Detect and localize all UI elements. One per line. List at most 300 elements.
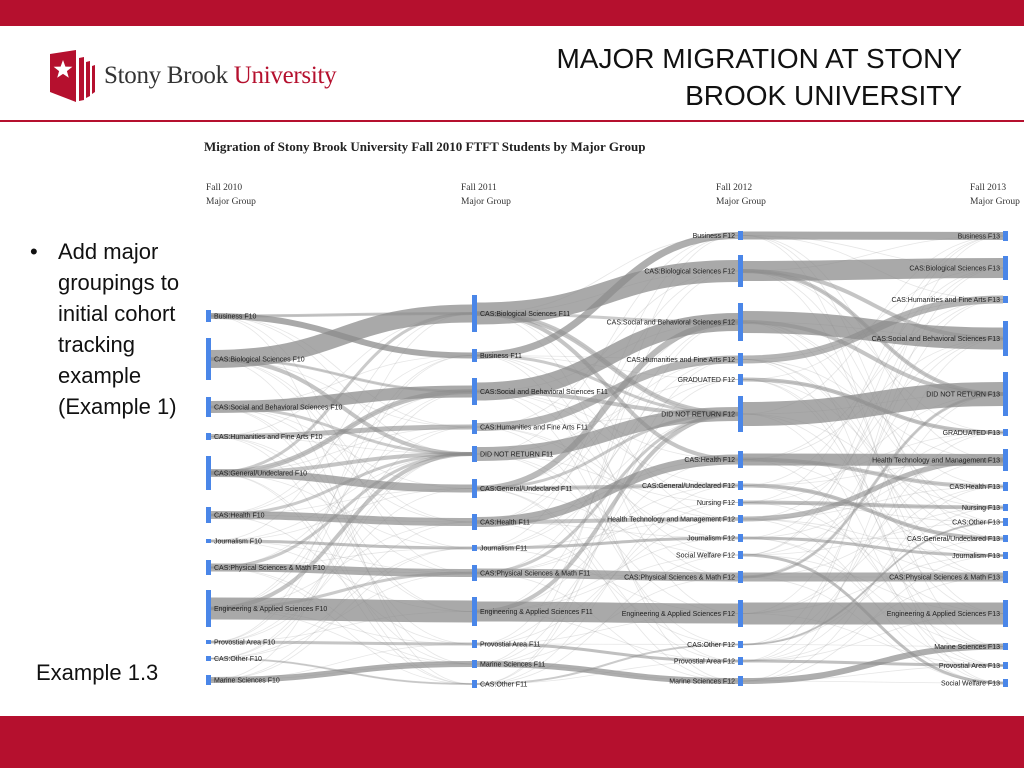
sankey-node-label: DID NOT RETURN F13 <box>926 391 1000 399</box>
faint-flow-link <box>211 538 472 612</box>
sankey-node <box>472 378 477 405</box>
faint-flow-link <box>211 609 472 645</box>
faint-flow-link <box>211 313 472 427</box>
sankey-node-label: CAS:Biological Sciences F11 <box>480 311 571 318</box>
faint-flow-link <box>477 411 738 427</box>
column-sub: Major Group <box>461 197 511 207</box>
faint-flow-link <box>743 265 1003 380</box>
major-flow-link <box>477 612 738 614</box>
major-flow-link <box>211 314 472 360</box>
faint-flow-link <box>477 411 738 644</box>
major-flow-link <box>211 427 472 437</box>
sankey-node <box>472 349 477 362</box>
sankey-node <box>472 680 477 688</box>
sankey-node-label: Marine Sciences F10 <box>214 677 280 685</box>
sankey-node-label: Provostial Area F13 <box>938 663 1000 670</box>
logo-wordmark: Stony Brook University <box>104 62 337 89</box>
faint-flow-link <box>211 522 472 680</box>
sankey-node <box>206 675 211 685</box>
sankey-node-label: Social Welfare F13 <box>940 680 1000 688</box>
major-flow-link <box>743 460 1003 461</box>
faint-flow-link <box>211 437 472 455</box>
faint-flow-link <box>477 356 738 360</box>
faint-flow-link <box>211 454 472 659</box>
faint-flow-link <box>743 666 1003 682</box>
sankey-node <box>206 590 211 627</box>
sankey-node <box>738 551 743 559</box>
sankey-node <box>738 676 743 686</box>
faint-flow-link <box>477 392 738 662</box>
sankey-node <box>738 374 743 385</box>
major-flow-link <box>477 319 738 489</box>
major-flow-link <box>743 300 1003 360</box>
sankey-node <box>1003 518 1008 526</box>
faint-flow-link <box>211 470 472 664</box>
faint-flow-link <box>211 659 472 685</box>
faint-flow-link <box>743 391 1003 577</box>
faint-flow-link <box>477 503 738 665</box>
column-sub: Major Group <box>970 197 1020 207</box>
faint-flow-link <box>743 322 1003 339</box>
faint-flow-link <box>477 535 738 612</box>
major-flow-link <box>211 573 472 609</box>
faint-flow-link <box>211 437 472 574</box>
faint-flow-link <box>743 233 1003 300</box>
faint-flow-link <box>743 233 1003 269</box>
sankey-node-label: CAS:Social and Behavioral Sciences F10 <box>214 404 343 412</box>
faint-flow-link <box>211 404 472 644</box>
major-flow-link <box>743 503 1003 508</box>
sankey-node <box>472 565 477 581</box>
university-logo <box>48 48 368 108</box>
faint-flow-link <box>743 414 1003 577</box>
major-flow-link <box>477 645 738 685</box>
sankey-node-label: CAS:Health F12 <box>684 457 735 464</box>
faint-flow-link <box>743 486 1003 647</box>
faint-flow-link <box>211 356 472 408</box>
faint-flow-link <box>477 552 738 612</box>
faint-flow-link <box>743 433 1003 556</box>
faint-flow-link <box>477 460 738 612</box>
sankey-node <box>1003 296 1008 303</box>
faint-flow-link <box>743 574 1003 661</box>
faint-flow-link <box>477 314 738 415</box>
faint-flow-link <box>743 414 1003 683</box>
sankey-node-label: CAS:Social and Behavioral Sciences F11 <box>480 389 608 396</box>
major-flow-link <box>211 609 472 612</box>
major-flow-link <box>211 313 472 356</box>
major-flow-link <box>743 380 1003 433</box>
major-flow-link <box>211 664 472 680</box>
faint-flow-link <box>477 392 738 486</box>
faint-flow-link <box>211 356 472 516</box>
major-flow-link <box>743 457 1003 519</box>
faint-flow-link <box>211 612 472 643</box>
faint-flow-link <box>211 568 472 685</box>
faint-flow-link <box>211 489 472 643</box>
faint-flow-link <box>477 356 738 682</box>
faint-flow-link <box>477 411 738 548</box>
major-flow-link <box>477 486 738 489</box>
faint-flow-link <box>211 313 472 684</box>
faint-flow-link <box>743 457 1003 538</box>
faint-flow-link <box>743 556 1003 682</box>
faint-flow-link <box>743 339 1003 460</box>
faint-flow-link <box>211 314 472 317</box>
major-flow-link <box>743 271 1003 394</box>
sankey-node <box>738 657 743 665</box>
sankey-node <box>472 514 477 530</box>
faint-flow-link <box>211 404 472 612</box>
faint-flow-link <box>477 380 738 549</box>
faint-flow-link <box>477 236 738 314</box>
faint-flow-link <box>477 552 738 684</box>
major-flow-link <box>211 392 472 474</box>
diagram-title: Migration of Stony Brook University Fall 2010 FTFT Students by Major Group <box>204 139 646 154</box>
faint-flow-link <box>743 391 1003 661</box>
sankey-node <box>472 420 477 434</box>
faint-flow-link <box>743 503 1003 614</box>
faint-flow-link <box>743 380 1003 614</box>
faint-flow-link <box>477 486 738 574</box>
major-flow-link <box>211 454 472 515</box>
sankey-node-label: Nursing F12 <box>696 500 735 507</box>
faint-flow-link <box>477 319 738 612</box>
sankey-node <box>1003 429 1008 436</box>
faint-flow-link <box>477 319 738 392</box>
major-flow-link <box>211 568 472 574</box>
sankey-node <box>1003 662 1008 669</box>
faint-flow-link <box>211 404 472 489</box>
faint-flow-link <box>743 265 1003 645</box>
sankey-node-label: Marine Sciences F12 <box>669 678 735 686</box>
faint-flow-link <box>477 489 738 682</box>
sankey-node <box>206 433 211 440</box>
faint-flow-link <box>743 339 1003 682</box>
faint-flow-link <box>743 539 1003 645</box>
faint-flow-link <box>743 487 1003 614</box>
faint-flow-link <box>743 574 1003 683</box>
faint-flow-link <box>211 314 472 643</box>
faint-flow-link <box>743 271 1003 394</box>
sankey-node <box>738 451 743 468</box>
sankey-node <box>738 481 743 490</box>
faint-flow-link <box>743 380 1003 433</box>
faint-flow-link <box>743 487 1003 520</box>
faint-flow-link <box>477 489 738 662</box>
slide-title <box>556 40 962 114</box>
faint-flow-link <box>477 380 738 455</box>
faint-flow-link <box>743 322 1003 683</box>
sankey-node-label: CAS:General/Undeclared F11 <box>480 486 573 493</box>
faint-flow-link <box>743 233 1003 661</box>
sankey-node-label: CAS:Humanities and Fine Arts F13 <box>891 297 1000 304</box>
major-flow-link <box>743 519 1003 645</box>
faint-flow-link <box>743 538 1003 539</box>
sankey-node <box>206 656 211 661</box>
faint-flow-link <box>743 681 1003 683</box>
major-flow-link <box>211 470 472 489</box>
sankey-node-label: Business F11 <box>480 353 522 360</box>
faint-flow-link <box>743 645 1003 647</box>
sankey-node <box>1003 482 1008 491</box>
faint-flow-link <box>477 236 738 549</box>
sankey-node-label: CAS:Humanities and Fine Arts F11 <box>480 424 589 432</box>
major-flow-link <box>211 642 472 644</box>
sankey-node-label: Journalism F11 <box>480 545 528 553</box>
sankey-node-label: CAS:Other F11 <box>480 681 528 689</box>
major-flow-link <box>211 512 472 522</box>
faint-flow-link <box>477 545 738 614</box>
faint-flow-link <box>477 516 738 644</box>
sankey-node-label: CAS:Physical Sciences & Math F13 <box>889 574 1000 582</box>
faint-flow-link <box>477 451 738 503</box>
major-flow-link <box>477 641 738 661</box>
sankey-node <box>206 507 211 523</box>
sankey-node <box>472 545 477 551</box>
faint-flow-link <box>743 555 1003 614</box>
sankey-node-label: DID NOT RETURN F12 <box>661 411 735 419</box>
faint-flow-link <box>477 380 738 665</box>
sankey-node-label: Marine Sciences F13 <box>934 644 1000 651</box>
sankey-node <box>738 255 743 287</box>
major-flow-link <box>477 411 738 454</box>
sankey-node <box>738 303 743 341</box>
sankey-node-label: GRADUATED F13 <box>942 430 1000 437</box>
faint-flow-link <box>743 339 1003 578</box>
faint-flow-link <box>477 356 738 578</box>
major-flow-link <box>477 314 738 415</box>
faint-flow-link <box>211 522 472 609</box>
faint-flow-link <box>743 380 1003 523</box>
faint-flow-link <box>211 538 472 573</box>
sankey-node-label: Provostial Area F12 <box>673 658 735 666</box>
sankey-node-label: CAS:Physical Sciences & Math F11 <box>480 570 591 578</box>
faint-flow-link <box>211 313 472 454</box>
faint-flow-link <box>211 356 472 609</box>
faint-flow-link <box>477 360 738 685</box>
faint-flow-link <box>211 573 472 659</box>
major-flow-link <box>743 322 1003 394</box>
sankey-node-label: Nursing F13 <box>961 505 1000 512</box>
faint-flow-link <box>743 503 1003 523</box>
faint-flow-link <box>477 319 738 684</box>
column-header-fall-2011 <box>461 181 511 209</box>
sankey-node-label: Health Technology and Management F12 <box>607 516 735 524</box>
faint-flow-link <box>743 233 1003 414</box>
faint-flow-link <box>743 519 1003 555</box>
faint-flow-link <box>743 556 1003 614</box>
faint-flow-link <box>477 614 738 645</box>
major-flow-link <box>743 457 1003 487</box>
sankey-node <box>1003 535 1008 542</box>
faint-flow-link <box>211 644 472 680</box>
slide-title-line1: MAJOR MIGRATION AT STONY <box>556 43 962 74</box>
sankey-node <box>1003 571 1008 583</box>
sankey-node-label: CAS:Other F10 <box>214 656 262 663</box>
major-flow-link <box>211 454 472 568</box>
faint-flow-link <box>743 457 1003 614</box>
faint-flow-link <box>211 313 472 573</box>
sankey-node-label: CAS:Physical Sciences & Math F12 <box>624 574 735 582</box>
faint-flow-link <box>743 322 1003 508</box>
faint-flow-link <box>743 433 1003 486</box>
faint-flow-link <box>477 356 738 380</box>
major-flow-link <box>477 411 738 573</box>
faint-flow-link <box>743 519 1003 577</box>
faint-flow-link <box>477 612 738 662</box>
faint-flow-link <box>211 568 472 574</box>
faint-flow-link <box>211 489 472 516</box>
faint-flow-link <box>211 356 472 522</box>
faint-flow-link <box>743 457 1003 486</box>
faint-flow-link <box>211 437 472 685</box>
faint-flow-link <box>477 658 738 684</box>
faint-flow-link <box>211 356 472 427</box>
faint-flow-link <box>211 314 472 542</box>
sankey-node-label: Engineering & Applied Sciences F12 <box>621 611 735 618</box>
sankey-node <box>1003 256 1008 280</box>
sankey-node <box>738 396 743 432</box>
faint-flow-link <box>743 503 1003 508</box>
faint-flow-link <box>211 548 472 659</box>
sankey-node <box>738 641 743 648</box>
sankey-node <box>472 660 477 668</box>
column-term: Fall 2012 <box>716 183 753 193</box>
sankey-node <box>472 597 477 626</box>
faint-flow-link <box>477 268 738 522</box>
faint-flow-link <box>743 233 1003 271</box>
major-flow-link <box>477 356 738 415</box>
major-flow-link <box>743 486 1003 539</box>
faint-flow-link <box>743 322 1003 487</box>
bottom-accent-bar <box>0 716 1024 768</box>
faint-flow-link <box>743 233 1003 647</box>
major-flow-link <box>743 661 1003 666</box>
faint-flow-link <box>743 233 1003 555</box>
major-flow-link <box>743 271 1003 339</box>
column-header-fall-2013 <box>970 181 1020 209</box>
faint-flow-link <box>211 392 472 516</box>
faint-flow-link <box>477 503 738 574</box>
faint-flow-link <box>211 568 472 665</box>
major-flow-link <box>211 392 472 408</box>
major-flow-link <box>211 356 472 454</box>
faint-flow-link <box>211 512 472 644</box>
major-flow-link <box>477 360 738 428</box>
faint-flow-link <box>743 233 1003 539</box>
major-flow-link <box>477 319 738 392</box>
faint-flow-link <box>477 392 738 460</box>
major-flow-link <box>743 391 1003 414</box>
sankey-node <box>738 353 743 366</box>
major-flow-link <box>743 391 1003 577</box>
faint-flow-link <box>743 233 1003 461</box>
sankey-node <box>472 295 477 332</box>
sankey-node <box>472 640 477 648</box>
major-flow-link <box>211 454 472 473</box>
faint-flow-link <box>211 470 472 684</box>
sankey-node-label: CAS:Humanities and Fine Arts F10 <box>214 434 323 441</box>
sankey-node-label: Business F10 <box>214 313 257 321</box>
sankey-node-label: CAS:Humanities and Fine Arts F12 <box>626 357 735 364</box>
sankey-node-label: DID NOT RETURN F11 <box>480 451 554 459</box>
faint-flow-link <box>477 392 738 556</box>
faint-flow-link <box>477 424 738 645</box>
faint-flow-link <box>211 356 472 548</box>
faint-flow-link <box>477 516 738 548</box>
sankey-node-label: CAS:Social and Behavioral Sciences F13 <box>871 336 1000 343</box>
faint-flow-link <box>477 451 738 614</box>
faint-flow-link <box>743 614 1003 662</box>
faint-flow-link <box>743 414 1003 508</box>
sankey-node <box>738 499 743 506</box>
column-sub: Major Group <box>206 197 256 207</box>
sankey-node <box>1003 600 1008 627</box>
column-sub: Major Group <box>716 197 766 207</box>
sankey-node <box>1003 449 1008 471</box>
faint-flow-link <box>743 508 1003 578</box>
sankey-node-label: CAS:Biological Sciences F12 <box>644 268 735 276</box>
faint-flow-link <box>477 236 738 455</box>
sankey-node-label: CAS:Biological Sciences F10 <box>214 356 305 364</box>
faint-flow-link <box>211 392 472 474</box>
major-flow-link <box>211 538 472 548</box>
sankey-node-label: Marine Sciences F11 <box>480 661 546 669</box>
faint-flow-link <box>477 236 738 665</box>
major-flow-link <box>743 322 1003 339</box>
faint-flow-link <box>743 233 1003 503</box>
faint-flow-link <box>211 664 472 680</box>
faint-flow-link <box>211 437 472 612</box>
faint-flow-link <box>211 356 472 392</box>
faint-flow-link <box>743 271 1003 433</box>
faint-flow-link <box>477 424 738 538</box>
faint-flow-link <box>743 519 1003 556</box>
sankey-node-label: CAS:Health F13 <box>949 484 1000 491</box>
faint-flow-link <box>477 489 738 556</box>
faint-flow-link <box>211 470 472 548</box>
faint-flow-link <box>743 271 1003 522</box>
faint-flow-link <box>743 360 1003 539</box>
major-flow-link <box>211 314 472 474</box>
faint-flow-link <box>743 360 1003 556</box>
faint-flow-link <box>743 487 1003 682</box>
faint-flow-link <box>211 454 472 642</box>
column-term: Fall 2010 <box>206 183 243 193</box>
slide-title-line2: BROOK UNIVERSITY <box>685 80 962 111</box>
sankey-node <box>1003 372 1008 416</box>
faint-flow-link <box>211 548 472 568</box>
sankey-node <box>738 534 743 542</box>
major-flow-link <box>743 647 1003 682</box>
major-flow-link <box>477 411 738 612</box>
faint-flow-link <box>743 360 1003 461</box>
major-flow-link <box>477 236 738 356</box>
faint-flow-link <box>477 268 738 314</box>
faint-flow-link <box>477 460 738 523</box>
major-flow-link <box>211 659 472 685</box>
sankey-node-label: Journalism F12 <box>687 535 735 543</box>
faint-flow-link <box>743 391 1003 414</box>
faint-flow-link <box>743 360 1003 666</box>
column-header-fall-2010 <box>206 181 256 209</box>
faint-flow-link <box>743 614 1003 666</box>
sankey-node <box>738 231 743 240</box>
faint-flow-link <box>211 427 472 568</box>
sankey-node <box>472 479 477 498</box>
sankey-node-label: CAS:Other F12 <box>687 642 735 649</box>
